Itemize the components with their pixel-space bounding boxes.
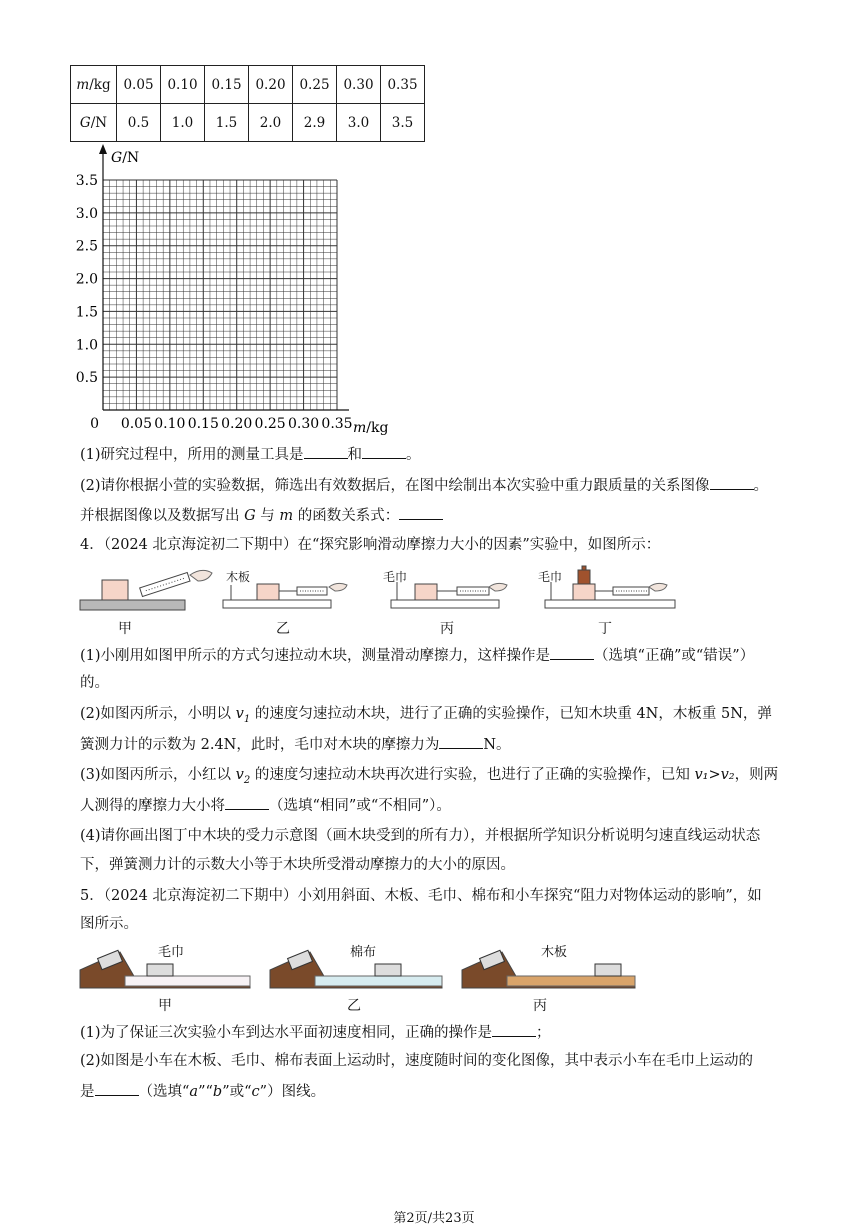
q5-heading: 5．（2024 北京海淀初二下期中）小刘用斜面、木板、毛巾、棉布和小车探究“阻力对物体运动的影响”，如 (80, 888, 762, 904)
q4-part2: (2)如图丙所示，小明以 $v_1$ 的速度匀速拉动木块，进行了正确的实验操作，已知木块重 4N，木板重 5N，弹 (80, 706, 772, 725)
q4-part2-cont: 簧测力计的示数为 2.4N，此时，毛巾对木块的摩擦力为 N。 (80, 734, 511, 755)
x-tick-label: 0.05 (120, 416, 153, 432)
q4-part1-cont: 的。 (80, 675, 109, 691)
fig-jia (80, 570, 212, 610)
answer-blank[interactable] (304, 444, 348, 459)
chart-grid (103, 180, 337, 410)
table-header-weight: G/N (71, 104, 117, 142)
y-axis-arrow (99, 144, 107, 154)
table-cell: 3.5 (381, 104, 425, 142)
table-cell: 2.0 (249, 104, 293, 142)
q3-part1: (1)研究过程中，所用的测量工具是 和 。 (80, 444, 421, 465)
table-cell: 1.5 (205, 104, 249, 142)
fig-label-bing: 丙 (533, 998, 547, 1014)
table-cell: 0.05 (117, 66, 161, 104)
q5-part2-cont: 是 （选填“a”“b”或“c”）图线。 (80, 1081, 325, 1102)
fig-tag-towel: 毛巾 (158, 945, 185, 960)
mass-weight-table (70, 65, 425, 142)
g-m-grid-chart (60, 140, 400, 440)
answer-blank[interactable] (710, 475, 754, 490)
q4-part3: (3)如图丙所示，小红以 $v_2$ 的速度匀速拉动木块再次进行实验，也进行了正确的实验操作，已知 v₁>v₂，则两 (80, 767, 779, 786)
q3-part2: (2)请你根据小萱的实验数据，筛选出有效数据后，在图中绘制出本次实验中重力跟质量的关系图像 。 (80, 475, 768, 496)
fig-tag-board: 木板 (226, 570, 251, 584)
y-tick-label: 1.0 (75, 337, 98, 354)
table-row (71, 66, 425, 104)
fig-tag-board: 木板 (541, 945, 568, 960)
fig-label-jia: 甲 (158, 998, 172, 1014)
table-cell: 1.0 (161, 104, 205, 142)
fig-label-bing: 丙 (440, 621, 454, 637)
fig-label-yi: 乙 (276, 621, 290, 637)
x-tick-label: 0.15 (187, 416, 219, 432)
q4-part4-cont: 下，弹簧测力计的示数大小等于木块所受滑动摩擦力的大小的原因。 (80, 857, 515, 873)
y-tick-label: 3.0 (75, 205, 98, 222)
q4-part1: (1)小刚用如图甲所示的方式匀速拉动木块，测量滑动摩擦力，这样操作是 （选填“正确”或“错误”） (80, 645, 754, 666)
fig-tag-towel: 毛巾 (383, 570, 408, 584)
y-tick-label: 1.5 (75, 304, 98, 321)
table-cell: 0.10 (161, 66, 205, 104)
x-tick-label: 0.35 (321, 416, 353, 432)
fig-label-ding: 丁 (598, 621, 612, 637)
answer-blank[interactable] (95, 1081, 139, 1096)
q4-part4: (4)请你画出图丁中木块的受力示意图（画木块受到的所有力），并根据所学知识分析说明匀速直线运动状态 (80, 828, 761, 844)
x-tick-label: 0.25 (254, 416, 286, 432)
answer-blank[interactable] (362, 444, 406, 459)
table-row (71, 104, 425, 142)
y-axis-label: G/N (111, 150, 140, 166)
fig-label-jia: 甲 (118, 621, 132, 637)
table-cell: 0.30 (337, 66, 381, 104)
fig-tag-cotton: 棉布 (350, 945, 377, 960)
fig-ding (545, 566, 675, 608)
answer-blank[interactable] (225, 795, 269, 810)
y-tick-label: 2.0 (75, 271, 98, 288)
table-header-mass: m/kg (71, 66, 117, 104)
table-cell: 2.9 (293, 104, 337, 142)
q5-heading-cont: 图所示。 (80, 916, 138, 932)
table-cell: 0.25 (293, 66, 337, 104)
answer-blank[interactable] (492, 1022, 536, 1037)
y-tick-label: 2.5 (75, 238, 98, 255)
y-tick-label: 3.5 (75, 173, 98, 189)
fig-yi (223, 583, 347, 608)
page-footer: 第2页/共23页 (393, 1211, 475, 1226)
chart-ticks (76, 173, 353, 432)
table-cell: 3.0 (337, 104, 381, 142)
q3-part2-cont: 并根据图像以及数据写出 G 与 m 的函数关系式： (80, 505, 443, 526)
x-tick-label: 0 (90, 416, 99, 432)
answer-blank[interactable] (399, 505, 443, 520)
table-cell: 0.20 (249, 66, 293, 104)
y-tick-label: 0.5 (75, 370, 98, 387)
fig-bing (391, 582, 507, 608)
x-tick-label: 0.20 (221, 416, 253, 432)
x-axis-label: m/kg (353, 420, 389, 436)
answer-blank[interactable] (550, 645, 594, 660)
table-cell: 0.5 (117, 104, 161, 142)
q5-part2: (2)如图是小车在木板、毛巾、棉布表面上运动时，速度随时间的变化图像，其中表示小车在毛巾上运动的 (80, 1053, 754, 1069)
fig-label-yi: 乙 (347, 998, 361, 1014)
table-cell: 0.15 (205, 66, 249, 104)
q4-heading: 4．（2024 北京海淀初二下期中）在“探究影响滑动摩擦力大小的因素”实验中，如图所示： (80, 537, 661, 553)
x-tick-label: 0.10 (154, 416, 186, 432)
q4-part3-cont: 人测得的摩擦力大小将 （选填“相同”或“不相同”）。 (80, 795, 451, 816)
q5-part1: (1)为了保证三次实验小车到达水平面初速度相同，正确的操作是 ； (80, 1022, 551, 1043)
fig-tag-towel: 毛巾 (538, 570, 563, 584)
table-cell: 0.35 (381, 66, 425, 104)
x-tick-label: 0.30 (287, 416, 320, 432)
answer-blank[interactable] (439, 734, 483, 749)
